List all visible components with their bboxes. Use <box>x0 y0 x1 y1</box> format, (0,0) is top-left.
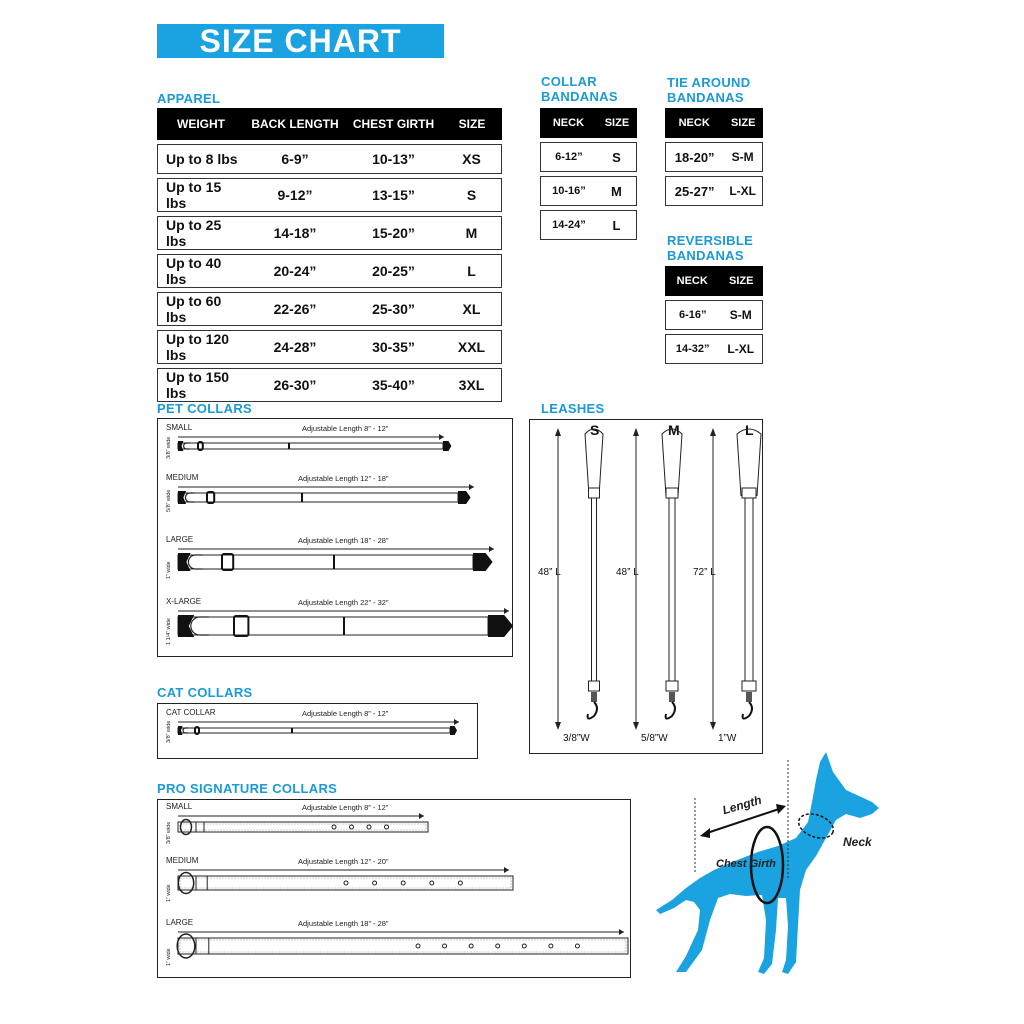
collar-width-label: 1 1/4” wide <box>166 618 172 645</box>
apparel-cell: 20-25” <box>345 254 442 288</box>
tie-around-heading-line2: BANDANAS <box>667 90 744 105</box>
apparel-cell: Up to 150 lbs <box>157 368 245 402</box>
apparel-cell: Up to 25 lbs <box>157 216 245 250</box>
reversible-heading-line1: REVERSIBLE <box>667 233 754 248</box>
leash-stitch-block <box>742 488 756 498</box>
leash-end-block <box>742 681 756 691</box>
apparel-row <box>157 178 502 212</box>
apparel-cell: 14-18” <box>245 216 345 250</box>
apparel-cell: Up to 40 lbs <box>157 254 245 288</box>
leash-drawing <box>626 426 686 736</box>
length-arrowhead-right <box>776 804 786 814</box>
collar-bandana-cell: 10-16” <box>540 176 597 206</box>
arrowhead-down <box>555 722 561 730</box>
apparel-row <box>157 368 502 402</box>
collar-strap <box>178 443 443 449</box>
collar-drawing <box>174 716 466 745</box>
dimension-arrowhead <box>619 929 624 935</box>
collar-drawing <box>174 431 459 461</box>
collar-strap <box>178 938 628 954</box>
apparel-row <box>157 292 502 326</box>
tie-around-heading <box>667 75 750 105</box>
cat-collars-heading: CAT COLLARS <box>157 685 253 700</box>
collar-bandana-row <box>540 176 637 206</box>
dimension-arrowhead <box>504 867 509 873</box>
leash-strap <box>592 498 597 688</box>
pet-collars-heading: PET COLLARS <box>157 401 253 416</box>
collar-size-label: SMALL <box>166 802 193 811</box>
leash-size-label: L <box>745 422 754 438</box>
leashes-heading: LEASHES <box>541 401 605 416</box>
collar-bandana-cell: 6-12” <box>540 142 597 172</box>
buckle-male-icon <box>458 491 471 504</box>
apparel-heading: APPAREL <box>157 91 221 106</box>
leash-handle-loop <box>737 429 761 496</box>
buckle-male-icon <box>473 553 493 571</box>
col-chest-girth: CHEST GIRTH <box>345 108 442 140</box>
pro-signature-box <box>157 799 631 978</box>
apparel-cell: Up to 60 lbs <box>157 292 245 326</box>
collar-size-label: LARGE <box>166 535 194 544</box>
snap-hook-icon <box>743 702 752 719</box>
collar-strap <box>178 728 450 733</box>
leash-width-label: 3/8”W <box>563 733 590 744</box>
apparel-cell: XS <box>442 144 502 174</box>
apparel-row <box>157 330 502 364</box>
collar-width-label: 1” wide <box>166 948 172 966</box>
collar-drawing <box>174 605 504 647</box>
apparel-cell: 15-20” <box>345 216 442 250</box>
buckle-male-icon <box>443 441 451 451</box>
leashes-box <box>529 419 763 754</box>
tie-bandana-cell: 25-27” <box>665 176 723 206</box>
collar-size-label: SMALL <box>166 423 193 432</box>
leash-handle-loop <box>662 429 682 496</box>
dimension-arrowhead <box>504 608 509 614</box>
size-chart-title: SIZE CHART <box>157 24 444 58</box>
adjustable-length-label: Adjustable Length 22” - 32” <box>298 598 389 607</box>
leash-size-label: M <box>668 422 680 438</box>
collar-size-label: LARGE <box>166 918 194 927</box>
collar-bandana-cell: 14-24” <box>540 210 597 240</box>
adjustable-length-label: Adjustable Length 12” - 20” <box>298 857 389 866</box>
apparel-row <box>157 144 502 174</box>
cat-collars-box <box>157 703 478 759</box>
reversible-bandana-cell: L-XL <box>719 334 763 364</box>
length-arrowhead-left <box>700 828 710 838</box>
buckle-male-icon <box>450 726 457 735</box>
collar-bandana-row <box>540 210 637 240</box>
arrowhead-up <box>555 428 561 436</box>
chest-girth-label: Chest Girth <box>716 858 776 870</box>
adjustable-length-label: Adjustable Length 12” - 18” <box>298 474 389 483</box>
dimension-arrowhead <box>439 434 444 440</box>
collar-size-label: X-LARGE <box>166 597 202 606</box>
collar-strap <box>178 493 458 502</box>
reversible-heading-line2: BANDANAS <box>667 248 744 263</box>
leash-length-label: 48” L <box>538 567 561 578</box>
collar-width-label: 3/8” wide <box>166 720 172 743</box>
col-back-length: BACK LENGTH <box>245 108 345 140</box>
apparel-cell: 13-15” <box>345 178 442 212</box>
apparel-cell: XXL <box>442 330 502 364</box>
leash-strap <box>745 498 753 688</box>
apparel-cell: 30-35” <box>345 330 442 364</box>
reversible-bandana-cell: S-M <box>719 300 763 330</box>
apparel-row <box>157 254 502 288</box>
collar-bandanas-heading-line2: BANDANAS <box>541 89 618 104</box>
length-label: Length <box>720 792 764 818</box>
collar-strap <box>178 822 428 832</box>
tie-bandana-row <box>665 176 763 206</box>
apparel-table <box>157 104 502 406</box>
pro-collar-drawing <box>174 926 644 966</box>
pro-collar-drawing <box>174 864 529 902</box>
collar-width-label: 1” wide <box>166 561 172 579</box>
collar-bandana-cell: M <box>597 176 637 206</box>
apparel-cell: Up to 120 lbs <box>157 330 245 364</box>
apparel-cell: 10-13” <box>345 144 442 174</box>
reversible-heading <box>667 233 753 263</box>
leash-drawing <box>548 426 608 736</box>
collar-width-label: 3/8” wide <box>166 821 172 844</box>
collar-bandanas-table <box>540 104 637 244</box>
arrowhead-down <box>633 722 639 730</box>
pro-signature-heading: PRO SIGNATURE COLLARS <box>157 781 338 796</box>
tie-around-table <box>665 104 763 210</box>
pet-collars-box <box>157 418 513 657</box>
collar-bandanas-heading <box>541 74 618 104</box>
leash-end-block <box>666 681 678 691</box>
buckle-male-icon <box>488 615 513 637</box>
apparel-cell: L <box>442 254 502 288</box>
adjustable-length-label: Adjustable Length 8” - 12” <box>302 803 389 812</box>
col-neck: NECK <box>540 108 597 138</box>
swivel-icon <box>591 692 597 702</box>
reversible-bandana-row <box>665 300 763 330</box>
col-neck: NECK <box>665 108 723 138</box>
collar-size-label: MEDIUM <box>166 856 199 865</box>
collar-bandana-row <box>540 142 637 172</box>
leash-stitch-block <box>666 488 678 498</box>
apparel-cell: 6-9” <box>245 144 345 174</box>
apparel-cell: 22-26” <box>245 292 345 326</box>
collar-width-label: 3/8” wide <box>166 436 172 459</box>
leash-strap <box>669 498 675 688</box>
reversible-table <box>665 262 763 368</box>
pro-collar-drawing <box>174 810 444 844</box>
apparel-row <box>157 216 502 250</box>
arrowhead-up <box>633 428 639 436</box>
adjustable-length-label: Adjustable Length 8” - 12” <box>302 424 389 433</box>
apparel-cell: 20-24” <box>245 254 345 288</box>
tie-bandana-cell: 18-20” <box>665 142 723 172</box>
col-size: SIZE <box>719 266 763 296</box>
tie-bandana-cell: L-XL <box>723 176 763 206</box>
apparel-cell: Up to 15 lbs <box>157 178 245 212</box>
tie-around-heading-line1: TIE AROUND <box>667 75 751 90</box>
leash-end-block <box>589 681 600 691</box>
leash-width-label: 1”W <box>718 733 737 744</box>
collar-size-label: MEDIUM <box>166 473 199 482</box>
leash-width-label: 5/8”W <box>641 733 668 744</box>
col-size: SIZE <box>597 108 637 138</box>
snap-hook-icon <box>588 702 597 719</box>
dimension-arrowhead <box>489 546 494 552</box>
tie-bandana-cell: S-M <box>723 142 763 172</box>
collar-bandana-cell: L <box>597 210 637 240</box>
arrowhead-down <box>710 722 716 730</box>
apparel-cell: XL <box>442 292 502 326</box>
leash-length-label: 48” L <box>616 567 639 578</box>
leash-handle-loop <box>585 429 603 496</box>
apparel-cell: M <box>442 216 502 250</box>
apparel-cell: 26-30” <box>245 368 345 402</box>
collar-width-label: 5/8” wide <box>166 489 172 512</box>
reversible-bandana-row <box>665 334 763 364</box>
reversible-bandana-cell: 6-16” <box>665 300 719 330</box>
apparel-cell: S <box>442 178 502 212</box>
snap-hook-icon <box>666 702 675 719</box>
apparel-cell: Up to 8 lbs <box>157 144 245 174</box>
collar-drawing <box>174 481 474 514</box>
neck-label: Neck <box>843 835 872 849</box>
adjustable-length-label: Adjustable Length 18” - 28” <box>298 536 389 545</box>
collar-bandanas-heading-line1: COLLAR <box>541 74 597 89</box>
collar-drawing <box>174 543 489 581</box>
col-neck: NECK <box>665 266 719 296</box>
collar-width-label: 1” wide <box>166 884 172 902</box>
apparel-cell: 9-12” <box>245 178 345 212</box>
leash-size-label: S <box>590 422 600 438</box>
leash-stitch-block <box>589 488 600 498</box>
apparel-cell: 24-28” <box>245 330 345 364</box>
collar-size-label: CAT COLLAR <box>166 708 216 717</box>
adjustable-length-label: Adjustable Length 8” - 12” <box>302 709 389 718</box>
adjustable-length-label: Adjustable Length 18” - 28” <box>298 919 389 928</box>
dimension-arrowhead <box>454 719 459 725</box>
col-size: SIZE <box>723 108 763 138</box>
col-weight: WEIGHT <box>157 108 245 140</box>
collar-bandana-cell: S <box>597 142 637 172</box>
leash-length-label: 72” L <box>693 567 716 578</box>
swivel-icon <box>746 692 752 702</box>
dimension-arrowhead <box>419 813 424 819</box>
leash-drawing <box>703 426 763 736</box>
apparel-cell: 35-40” <box>345 368 442 402</box>
arrowhead-up <box>710 428 716 436</box>
col-size: SIZE <box>442 108 502 140</box>
collar-strap <box>178 617 488 635</box>
tie-bandana-row <box>665 142 763 172</box>
apparel-cell: 3XL <box>442 368 502 402</box>
dimension-arrowhead <box>469 484 474 490</box>
apparel-cell: 25-30” <box>345 292 442 326</box>
swivel-icon <box>669 692 675 702</box>
reversible-bandana-cell: 14-32” <box>665 334 719 364</box>
